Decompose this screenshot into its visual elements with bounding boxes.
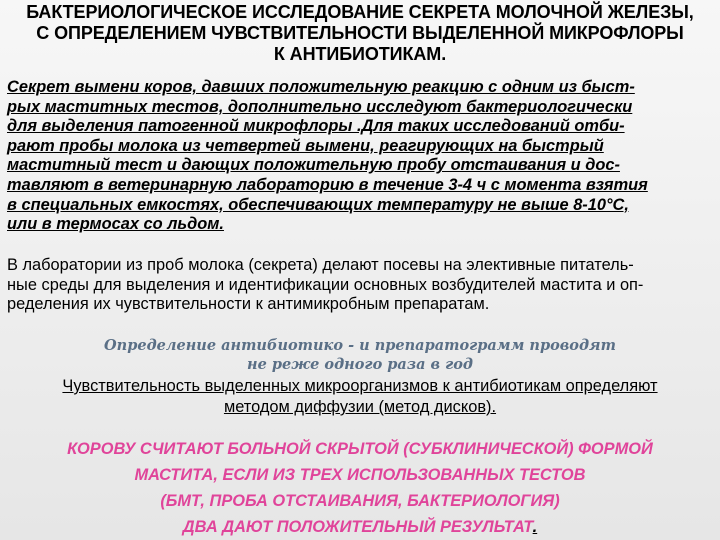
text-line: маститный тест и дающих положительную пробу отстаивания и дос-: [7, 156, 620, 175]
text-line: КОРОВУ СЧИТАЮТ БОЛЬНОЙ СКРЫТОЙ (СУБКЛИНИЧЕСКОЙ) ФОРМОЙ: [67, 440, 653, 458]
text-line: рают пробы молока из четвертей вымени, реагирующих на быстрый: [7, 136, 604, 155]
text-line: или в термосах со льдом.: [7, 215, 224, 234]
text-line: тавляют в ветеринарную лабораторию в течение 3-4 ч с момента взятия: [7, 175, 648, 194]
lab-paragraph: [7, 256, 715, 315]
text-line: Секрет вымени коров, давших положительную реакцию с одним из быст-: [7, 78, 635, 96]
text-line: МАСТИТА, ЕСЛИ ИЗ ТРЕХ ИСПОЛЬЗОВАННЫХ ТЕСТОВ: [134, 466, 586, 484]
trailing-mark: .: [532, 518, 538, 536]
text-line: в специальных емкостях, обеспечивающих температуру не выше 8-10°С,: [7, 195, 629, 214]
text-line: [0, 514, 720, 540]
title-line: К АНТИБИОТИКАМ.: [273, 44, 447, 64]
text-line: рых маститных тестов, дополнительно исследуют бактериологически: [7, 97, 633, 116]
method-note: [0, 376, 720, 418]
text-line: В лаборатории из проб молока (секрета) делают посевы на элективные питатель-: [7, 256, 634, 274]
text-line: (БМТ, ПРОБА ОТСТАИВАНИЯ, БАКТЕРИОЛОГИЯ): [160, 492, 560, 510]
frequency-note: [0, 336, 720, 374]
title-line: БАКТЕРИОЛОГИЧЕСКОЕ ИССЛЕДОВАНИЕ СЕКРЕТА МОЛОЧНОЙ ЖЕЛЕЗЫ,: [26, 2, 694, 22]
text-line: ные среды для выделения и идентификации основных возбудителей мастита и оп-: [7, 275, 644, 294]
text-line: Чувствительность выделенных микроорганизмов к антибиотикам определяют: [62, 377, 658, 395]
sampling-paragraph: [7, 78, 715, 235]
page-title: [8, 2, 712, 65]
text-line: ределения их чувствительности к антимикробным препаратам.: [7, 295, 490, 314]
conclusion-block: [0, 436, 720, 540]
conclusion-final-text: ДВА ДАЮТ ПОЛОЖИТЕЛЬНЫЙ РЕЗУЛЬТАТ: [182, 518, 533, 536]
title-line: С ОПРЕДЕЛЕНИЕМ ЧУВСТВИТЕЛЬНОСТИ ВЫДЕЛЕННОЙ МИКРОФЛОРЫ: [36, 23, 684, 43]
text-line: методом диффузии (метод дисков).: [223, 398, 497, 416]
text-line: не реже одного раза в год: [247, 356, 473, 373]
text-line: Определение антибиотико - и препаратограмм проводят: [104, 337, 616, 354]
text-line: для выделения патогенной микрофлоры .Для таких исследований отби-: [7, 117, 625, 136]
